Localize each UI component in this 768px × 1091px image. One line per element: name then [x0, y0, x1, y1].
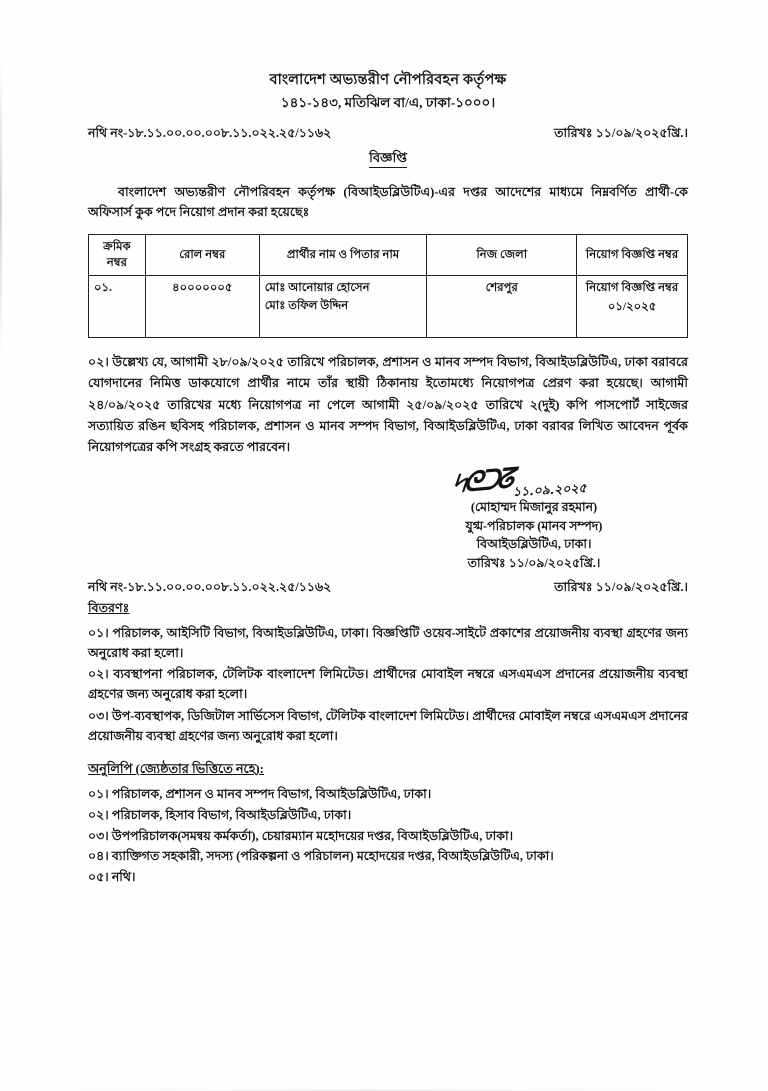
copy-to-item: ০২। পরিচালক, হিসাব বিভাগ, বিআইডব্লিউটিএ, ঢাকা। [88, 807, 352, 822]
copy-to-item: ০১। পরিচালক, প্রশাসন ও মানব সম্পদ বিভাগ, বিআইডব্লিউটিএ, ঢাকা। [88, 787, 432, 802]
table-row [89, 276, 688, 338]
file-number-row [88, 125, 688, 145]
distribution-item: ০২। ব্যবস্থাপনা পরিচালক, টেলিটক বাংলাদেশ লিমিটেড। প্রার্থীদের মোবাইল নম্বরে এসএমএস প্রদানের প্রয়োজনীয় ব্যবস্থা গ্রহণের জন্য অনুরোধ করা হলো। [88, 667, 688, 702]
paragraph-02: ০২। উল্লেখ্য যে, আগামী ২৮/০৯/২০২৫ তারিখে পরিচালক, প্রশাসন ও মানব সম্পদ বিভাগ, বিআইডব্লিউটিএ, ঢাকা বরাবরে যোগদানের নিমিত্ত ডাকযোগে প্রার্থীর নামে তাঁর স্থায়ী ঠিকানায় ইতোমধ্যে নিয়োগপত্র প্রেরণ করা হয়েছে। আগামী ২৪/০৯/২০২৫ তারিখের মধ্যে নিয়োগপত্র না পেলে আগামী ২৫/০৯/২০২৫ তারিখে ২(দুই) কপি পাসপোর্ট সাইজের সত্যায়িত রঙিন ছবিসহ পরিচালক, প্রশাসন ও মানব সম্পদ বিভাগ, বিআইডব্লিউটিএ, ঢাকা বরাবর লিখিত আবেদন পূর্বক নিয়োগপত্রের কপি সংগ্রহ করতে পারবেন। [88, 355, 688, 454]
distribution-date: তারিখঃ ১১/০৯/২০২৫খ্রি.। [554, 579, 688, 594]
notice-title-wrap [88, 149, 688, 168]
candidate-name: মোঃ আনোয়ার হোসেন [264, 281, 370, 295]
distribution-file-row [88, 579, 688, 599]
cell-district: শেরপুর [427, 276, 577, 338]
cell-serial: ০১. [89, 276, 146, 338]
distribution-item: ০১। পরিচালক, আইসিটি বিভাগ, বিআইডব্লিউটিএ, ঢাকা। বিজ্ঞপ্তিটি ওয়েব-সাইটে প্রকাশের প্রয়োজনীয় ব্যবস্থা গ্রহণের জন্য অনুরোধ করা হলো। [88, 625, 688, 660]
signatory-office: বিআইডব্লিউটিএ, ঢাকা। [476, 537, 592, 552]
cell-name [259, 276, 427, 338]
father-name: মোঃ তফিল উদ্দিন [264, 299, 349, 313]
signatory-designation: যুগ্ম-পরিচালক (মানব সম্পদ) [465, 518, 603, 533]
copy-to-item: ০৩। উপপরিচালক(সমন্বয় কর্মকর্তা), চেয়ারম্যান মহোদয়ের দপ্তর, বিআইডব্লিউটিএ, ঢাকা। [88, 828, 514, 843]
th-district: নিজ জেলা [427, 235, 577, 276]
organization-name: বাংলাদেশ অভ্যন্তরীণ নৌপরিবহন কর্তৃপক্ষ [269, 72, 507, 88]
copy-to-item: ০৫। নথি। [88, 870, 136, 885]
cell-roll: ৪০০০০০০৫ [145, 276, 259, 338]
intro-paragraph: বাংলাদেশ অভ্যন্তরীণ নৌপরিবহন কর্তৃপক্ষ (বিআইডব্লিউটিএ)-এর দপ্তর আদেশের মাধ্যমে নিম্নবর্ণিত প্রার্থী-কে অফিসার্স কুক পদে নিয়োগ প্রদান করা হয়েছেঃ [88, 184, 688, 219]
th-serial: ক্রমিক নম্বর [89, 235, 146, 276]
header-date: তারিখঃ ১১/০৯/২০২৫খ্রি.। [554, 126, 688, 140]
table-header-row [89, 235, 688, 276]
handwritten-signature-icon: ৸ᘓᑐᘔ [450, 463, 513, 500]
distribution-heading: বিতরণঃ [88, 600, 130, 615]
th-name: প্রার্থীর নাম ও পিতার নাম [259, 235, 427, 276]
th-roll: রোল নম্বর [145, 235, 259, 276]
cell-circular: নিয়োগ বিজ্ঞপ্তি নম্বর ০১/২০২৫ [577, 276, 688, 338]
handwritten-signature-date: ১১.০৯.২০২৫ [512, 480, 587, 500]
signature-block [384, 463, 684, 572]
file-number: নথি নং-১৮.১১.০০.০০.০০৮.১১.০২২.২৫/১১৬২ [88, 126, 332, 140]
signatory-date: তারিখঃ ১১/০৯/২০২৫খ্রি.। [467, 555, 601, 570]
signatory-name: (মোহাম্মদ মিজানুর রহমান) [470, 500, 598, 515]
notice-title: বিজ্ঞপ্তি [369, 149, 407, 168]
organization-address: ১৪১-১৪৩, মতিঝিল বা/এ, ঢাকা-১০০০। [280, 94, 496, 110]
copy-to-heading: অনুলিপি (জ্যেষ্ঠতার ভিত্তিতে নহে): [88, 762, 264, 777]
scan-edge-left [0, 58, 2, 358]
signature-row [384, 463, 684, 500]
candidate-table [88, 234, 688, 338]
document-content [88, 70, 688, 888]
distribution-file-number: নথি নং-১৮.১১.০০.০০.০০৮.১১.০২২.২৫/১১৬২ [88, 579, 332, 594]
th-circular: নিয়োগ বিজ্ঞপ্তি নম্বর [577, 235, 688, 276]
distribution-item: ০৩। উপ-ব্যবস্থাপক, ডিজিটাল সার্ভিসেস বিভাগ, টেলিটক বাংলাদেশ লিমিটেড। প্রার্থীদের মোবাইল নম্বরে এসএমএস প্রদানের প্রয়োজনীয় ব্যবস্থা গ্রহণের জন্য অনুরোধ করা হলো। [88, 708, 688, 743]
copy-to-item: ০৪। ব্যাক্তিগত সহকারী, সদস্য (পরিকল্পনা ও পরিচালন) মহোদয়ের দপ্তর, বিআইডব্লিউটিএ, ঢাকা। [88, 849, 554, 864]
